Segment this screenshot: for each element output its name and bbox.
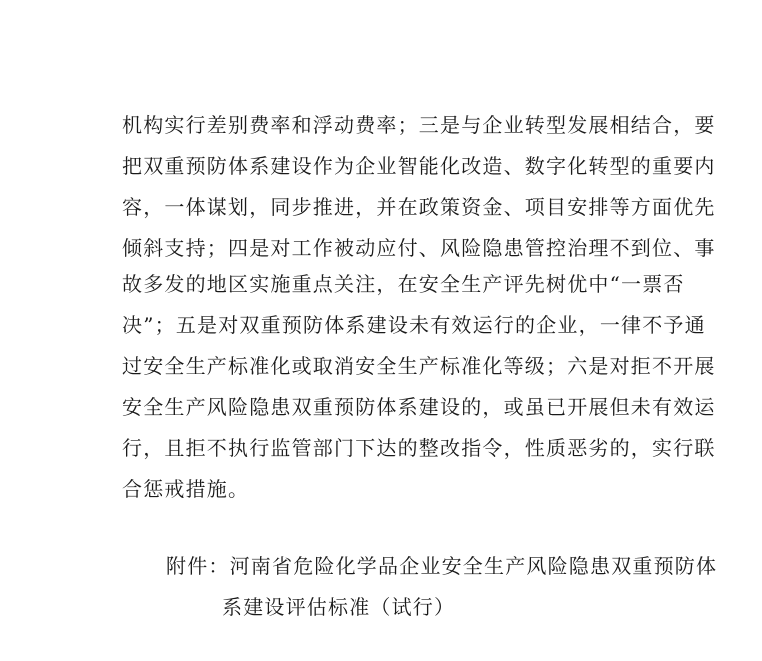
body-line-10: 合惩戒措施。 [122, 477, 250, 501]
body-line-1: 机构实行差别费率和浮动费率；三是与企业转型发展相结合，要 [122, 113, 716, 137]
body-line-6: 决”；五是对双重预防体系建设未有效运行的企业，一律不予通 [122, 313, 706, 337]
attachment-line-2: 系建设评估标准（试行） [222, 595, 456, 619]
body-line-7: 过安全生产标准化或取消安全生产标准化等级；六是对拒不开展 [122, 354, 716, 378]
attachment-line-1: 附件：河南省危险化学品企业安全生产风险隐患双重预防体 [166, 554, 718, 578]
body-line-2: 把双重预防体系建设作为企业智能化改造、数字化转型的重要内 [122, 154, 716, 178]
body-line-9: 行，且拒不执行监管部门下达的整改指令，性质恶劣的，实行联 [122, 436, 716, 460]
body-line-5: 故多发的地区实施重点关注，在安全生产评先树优中“一票否 [122, 272, 685, 296]
body-line-3: 容，一体谋划，同步推进，并在政策资金、项目安排等方面优先 [122, 195, 716, 219]
body-line-4: 倾斜支持；四是对工作被动应付、风险隐患管控治理不到位、事 [122, 236, 716, 260]
body-line-8: 安全生产风险隐患双重预防体系建设的，或虽已开展但未有效运 [122, 395, 716, 419]
